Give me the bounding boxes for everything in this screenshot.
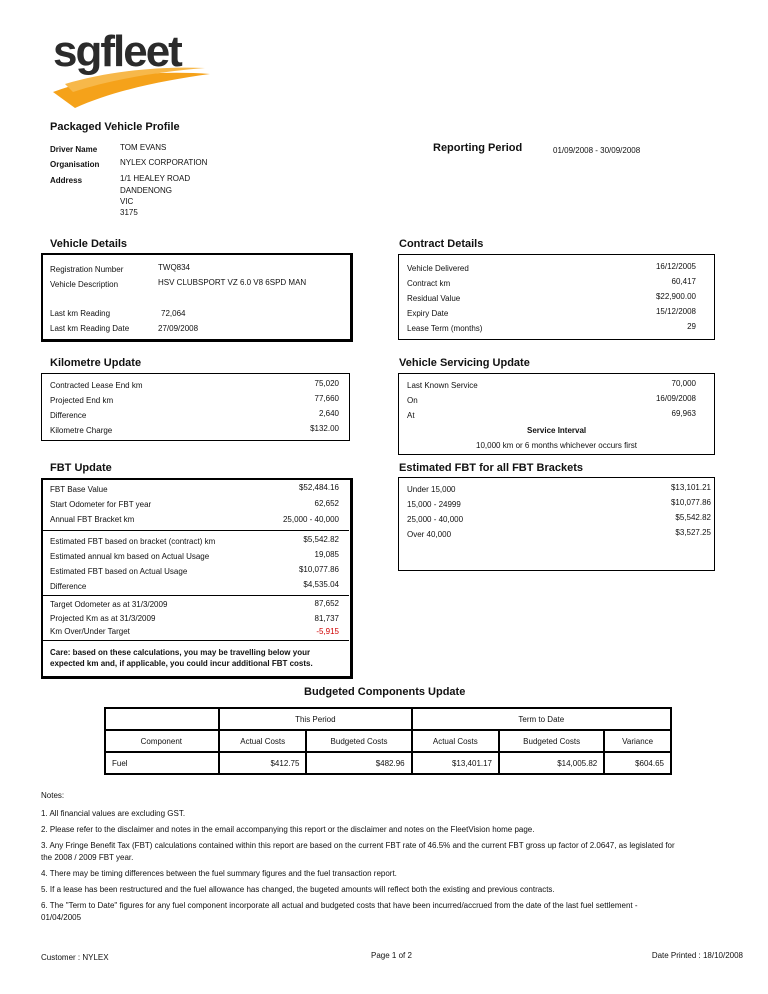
page-title: Packaged Vehicle Profile <box>50 121 180 133</box>
column-header: Actual Costs <box>412 730 499 752</box>
fbt-row-label: Estimated annual km based on Actual Usage <box>50 552 210 561</box>
care-note: expected km and, if applicable, you could incur additional FBT costs. <box>50 659 313 668</box>
notes-title: Notes: <box>41 791 65 800</box>
driver-name-label: Driver Name <box>50 145 98 154</box>
column-header: Budgeted Costs <box>499 730 604 752</box>
kilometre-update-title: Kilometre Update <box>50 357 142 369</box>
bracket-value: $5,542.82 <box>675 513 711 522</box>
fbt-row-value: 25,000 - 40,000 <box>282 515 339 524</box>
contract-row-label: Contract km <box>407 279 451 288</box>
last-km-date-label: Last km Reading Date <box>50 324 130 333</box>
note-item: 2. Please refer to the disclaimer and notes in the email accompanying this report or the disclaimer and notes on the FleetVision home page. <box>41 825 535 834</box>
km-row-value: 77,660 <box>314 394 339 403</box>
service-row-label: At <box>407 411 415 420</box>
fbt-brackets-title: Estimated FBT for all FBT Brackets <box>399 462 583 474</box>
organisation-label: Organisation <box>50 160 100 169</box>
contract-row-label: Lease Term (months) <box>407 324 483 333</box>
svg-text:sgfleet: sgfleet <box>53 27 181 76</box>
column-header: Variance <box>604 730 671 752</box>
contract-details-title: Contract Details <box>399 238 484 250</box>
fbt-row-value: 62,652 <box>314 499 339 508</box>
service-row-value: 70,000 <box>671 379 696 388</box>
contract-row-value: 60,417 <box>671 277 696 286</box>
fbt-row-value: $10,077.86 <box>298 565 339 574</box>
vehicle-description-label: Vehicle Description <box>50 280 119 289</box>
contract-row-value: 15/12/2008 <box>655 307 696 316</box>
divider <box>43 595 349 596</box>
km-over-under-value: -5,915 <box>316 627 339 636</box>
budget-cell: $14,005.82 <box>499 752 604 774</box>
budget-cell: Fuel <box>105 752 219 774</box>
table-corner <box>105 708 219 730</box>
fbt-row-label: Difference <box>50 582 87 591</box>
column-header: Component <box>105 730 219 752</box>
organisation: NYLEX CORPORATION <box>120 158 208 167</box>
service-interval-label: Service Interval <box>527 426 587 435</box>
budget-title: Budgeted Components Update <box>304 686 466 698</box>
bracket-label: Under 15,000 <box>407 485 456 494</box>
last-km-label: Last km Reading <box>50 309 111 318</box>
footer-page: Page 1 of 2 <box>371 951 412 960</box>
note-item: 4. There may be timing differences between the fuel summary figures and the fuel transaction report. <box>41 869 397 878</box>
this-period-header: This Period <box>219 708 412 730</box>
note-item: the 2008 / 2009 FBT year. <box>41 853 134 862</box>
km-row-label: Difference <box>50 411 87 420</box>
address-line: VIC <box>120 197 134 206</box>
care-note: Care: based on these calculations, you may be travelling below your <box>50 648 311 657</box>
column-header: Budgeted Costs <box>306 730 411 752</box>
divider <box>43 640 349 641</box>
vehicle-description-value: HSV CLUBSPORT VZ 6.0 V8 6SPD MAN <box>158 278 307 287</box>
address-line: 1/1 HEALEY ROAD <box>120 174 191 183</box>
driver-name: TOM EVANS <box>120 143 167 152</box>
service-row-value: 69,963 <box>671 409 696 418</box>
fbt-row-value: $52,484.16 <box>298 483 339 492</box>
contract-row-label: Residual Value <box>407 294 461 303</box>
bracket-label: Over 40,000 <box>407 530 452 539</box>
bracket-label: 15,000 - 24999 <box>407 500 461 509</box>
km-row-label: Kilometre Charge <box>50 426 113 435</box>
fbt-row-label: Km Over/Under Target <box>50 627 130 636</box>
footer-date-printed: Date Printed : 18/10/2008 <box>651 951 743 960</box>
contract-row-value: 29 <box>687 322 696 331</box>
km-row-label: Projected End km <box>50 396 114 405</box>
term-to-date-header: Term to Date <box>412 708 671 730</box>
contract-row-value: 16/12/2005 <box>655 262 696 271</box>
fbt-row-value: 19,085 <box>314 550 339 559</box>
km-row-value: $132.00 <box>310 424 339 433</box>
fbt-row-label: Estimated FBT based on Actual Usage <box>50 567 188 576</box>
fbt-row-label: Projected Km as at 31/3/2009 <box>50 614 156 623</box>
contract-row-label: Expiry Date <box>407 309 449 318</box>
note-item: 01/04/2005 <box>41 913 82 922</box>
contract-row-value: $22,900.00 <box>655 292 696 301</box>
vehicle-details-title: Vehicle Details <box>50 238 128 250</box>
km-row-label: Contracted Lease End km <box>50 381 143 390</box>
bracket-value: $13,101.21 <box>670 483 711 492</box>
fbt-row-label: Start Odometer for FBT year <box>50 500 152 509</box>
note-item: 6. The "Term to Date" figures for any fuel component incorporate all actual and budgeted costs that have been incurred/accrued from the date of the last fuel settlement - <box>41 901 638 910</box>
last-km-date-value: 27/09/2008 <box>158 324 199 333</box>
notes <box>41 790 675 924</box>
fbt-row-label: Annual FBT Bracket km <box>50 515 135 524</box>
bracket-value: $3,527.25 <box>675 528 711 537</box>
servicing-update-title: Vehicle Servicing Update <box>399 357 530 369</box>
note-item: 3. Any Fringe Benefit Tax (FBT) calculations contained within this report are based on the current FBT rate of 46.5% and the current FBT gross up factor of 2.0647, as legislated for <box>41 841 675 850</box>
fbt-row-label: Target Odometer as at 31/3/2009 <box>50 600 168 609</box>
last-km-value: 72,064 <box>161 309 186 318</box>
km-row-value: 75,020 <box>314 379 339 388</box>
footer-customer: Customer : NYLEX <box>41 953 109 962</box>
bracket-value: $10,077.86 <box>670 498 711 507</box>
registration-value: TWQ834 <box>158 263 191 272</box>
sgfleet-logo <box>45 22 218 112</box>
reporting-period-label: Reporting Period <box>433 142 523 154</box>
fbt-row-label: FBT Base Value <box>50 485 108 494</box>
bracket-label: 25,000 - 40,000 <box>407 515 464 524</box>
fbt-row-value: 87,652 <box>314 599 339 608</box>
fbt-row-value: $5,542.82 <box>303 535 339 544</box>
contract-row-label: Vehicle Delivered <box>407 264 469 273</box>
note-item: 5. If a lease has been restructured and the fuel allowance has changed, the bugeted amounts will reflect both the existing and previous contracts. <box>41 885 555 894</box>
fbt-row-value: $4,535.04 <box>303 580 339 589</box>
note-item: 1. All financial values are excluding GST. <box>41 809 186 818</box>
registration-label: Registration Number <box>50 265 124 274</box>
divider <box>43 530 349 531</box>
address-line: 3175 <box>120 208 138 217</box>
fbt-row-value: 81,737 <box>314 614 339 623</box>
address-line: DANDENONG <box>120 186 173 195</box>
address-label: Address <box>50 176 83 185</box>
km-row-value: 2,640 <box>318 409 339 418</box>
fbt-update-title: FBT Update <box>50 462 112 474</box>
service-row-label: On <box>407 396 418 405</box>
service-row-label: Last Known Service <box>407 381 478 390</box>
service-interval-value: 10,000 km or 6 months whichever occurs first <box>476 441 637 450</box>
budget-table <box>104 707 672 775</box>
budget-cell: $604.65 <box>604 752 671 774</box>
budget-cell: $412.75 <box>219 752 306 774</box>
budget-cell: $482.96 <box>306 752 411 774</box>
column-header: Actual Costs <box>219 730 306 752</box>
reporting-period: 01/09/2008 - 30/09/2008 <box>553 146 641 155</box>
fbt-row-label: Estimated FBT based on bracket (contract) km <box>50 537 216 546</box>
budget-cell: $13,401.17 <box>412 752 499 774</box>
service-row-value: 16/09/2008 <box>655 394 696 403</box>
